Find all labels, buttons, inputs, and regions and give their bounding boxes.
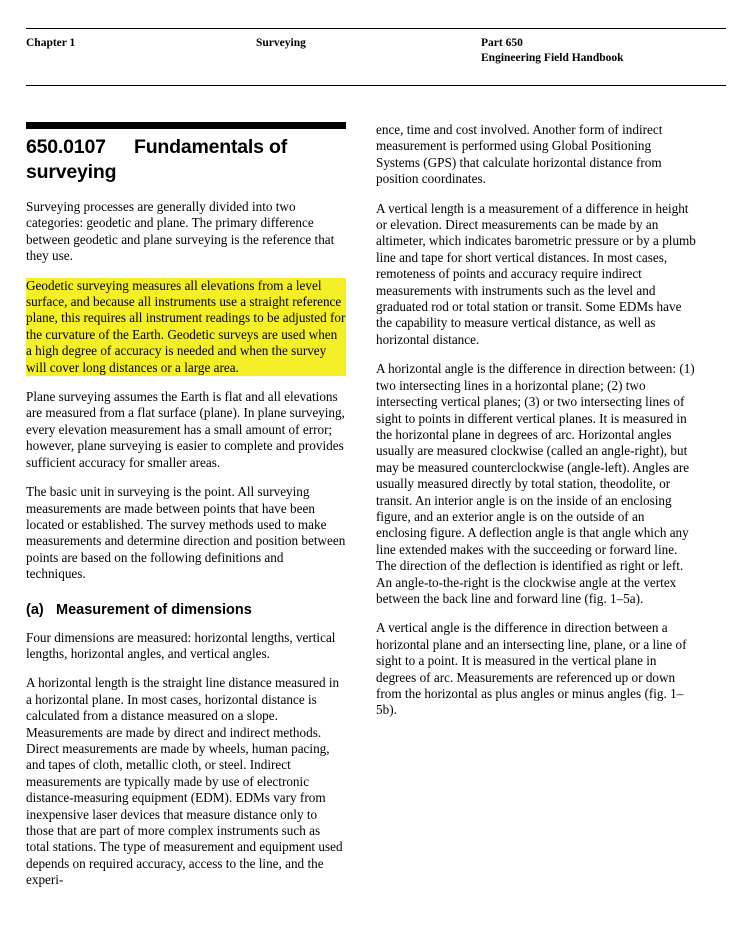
subsection-label: (a) bbox=[26, 601, 44, 618]
paragraph: A horizontal angle is the difference in direction between: (1) two intersecting lines in a horizontal plane; (2) two intersecting vertical planes; (3) or two intersecting lines of sight to points in different vertical planes. It is measured in the horizontal plane in degrees of arc. Horizontal angles usually are measured clockwise (called an angle-right), but may be measured counterclockwise (angle-left). Angles are usually measured directly by total station, theodolite, or transit. An interior angle is on the inside of an enclosing figure, and an exterior angle is on the outside of an enclosing figure. A deflection angle is that angle which any line extended makes with the succeeding or forward line. The direction of the deflection is identified as right or left. An angle-to-the-right is the clockwise angle at the vertex between the back line and forward line (fig. 1–5a). bbox=[376, 361, 695, 606]
paragraph: Four dimensions are measured: horizontal lengths, vertical lengths, horizontal angles, and vertical angles. bbox=[26, 629, 336, 661]
page-body bbox=[26, 122, 726, 942]
right-column bbox=[376, 122, 696, 732]
section-title-text: Fundamentals of surveying bbox=[26, 136, 288, 183]
paragraph: A horizontal length is the straight line distance measured in a horizontal plane. In most cases, horizontal distance is calculated from a distance measured on a slope. Measurements are made by direct and indirect methods. Direct measurements are made by wheels, human pacing, and tapes of cloth, metallic cloth, or steel. Indirect measurements are typically made by use of electronic distance-measuring equipment (EDM). EDMs vary from inexpensive laser devices that measure distance only to those that are part of more complex instruments such as total stations. The type of measurement and equipment used depends on required accuracy, access to the line, and the experi- bbox=[26, 675, 343, 888]
paragraph-highlighted: Geodetic surveying measures all elevations from a level surface, and because all instruments use a straight reference plane, this requires all instrument readings to be adjusted for the curvature of the Earth. Geodetic surveys are used when a high degree of accuracy is needed and when the survey will cover long distances or a large area. bbox=[26, 277, 346, 375]
paragraph: A vertical length is a measurement of a difference in height or elevation. Direct measurements can be made by an altimeter, which indicates barometric pressure or by a plumb line and tape for short vertical distances. In most cases, remoteness of points and accuracy require indirect measurements with instruments such as the level and graduated rod or total station or transit. Some EDMs have the capability to measure vertical distance, as well as horizontal distance. bbox=[376, 200, 696, 347]
subsection-heading bbox=[26, 601, 346, 620]
running-header bbox=[26, 28, 726, 86]
paragraph: ence, time and cost involved. Another form of indirect measurement is performed using Global Positioning Systems (GPS) that calculate horizontal distance from position coordinates. bbox=[376, 122, 663, 187]
header-rule-top bbox=[26, 28, 726, 29]
header-rule-bottom bbox=[26, 85, 726, 86]
header-subject: Surveying bbox=[256, 37, 306, 49]
paragraph: Surveying processes are generally divided into two categories: geodetic and plane. The primary difference between geodetic and plane surveying is the reference that they use. bbox=[26, 199, 335, 264]
page-title bbox=[26, 135, 346, 185]
left-column bbox=[26, 122, 346, 902]
section-number: 650.0107 bbox=[26, 136, 106, 158]
header-part-line1: Part 650 bbox=[481, 37, 523, 49]
paragraph: A vertical angle is the difference in direction between a horizontal plane and an intersecting line, plane, or a line of sight to a point. It is measured in the vertical plane in degrees of arc. Measurements are referenced up or down from the horizontal as plus angles or minus angles (fig. 1–5b). bbox=[376, 620, 687, 718]
header-part bbox=[481, 36, 726, 66]
header-part-line2: Engineering Field Handbook bbox=[481, 52, 624, 64]
paragraph: The basic unit in surveying is the point. All surveying measurements are made between points that have been located or established. The survey methods used to make measurements and determine direction and position between points are based on the following definitions and techniques. bbox=[26, 484, 346, 582]
paragraph: Plane surveying assumes the Earth is flat and all elevations are measured from a flat surface (plane). In plane surveying, every elevation measurement has a small amount of error; however, plane surveying is easier to complete and provides sufficient accuracy for smaller areas. bbox=[26, 389, 345, 470]
section-rule bbox=[26, 122, 346, 129]
header-chapter: Chapter 1 bbox=[26, 37, 76, 49]
subsection-title-text: Measurement of dimensions bbox=[56, 601, 252, 618]
